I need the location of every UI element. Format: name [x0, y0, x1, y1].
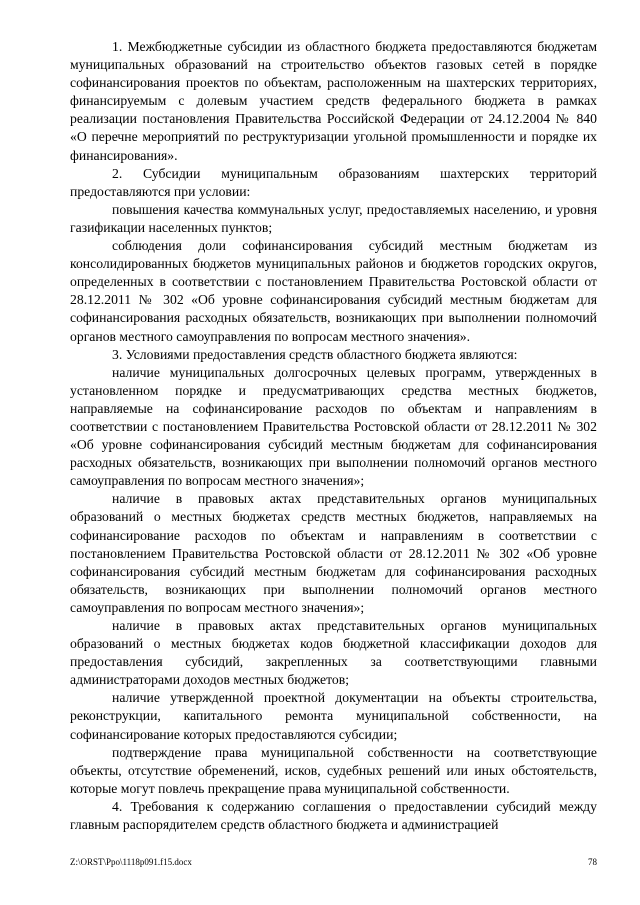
page-number: 78 — [588, 857, 597, 867]
paragraph-4: соблюдения доли софинансирования субсидий местным бюджетам из консолидированных бюджетов муниципальных районов и бюджетов городских округов, определенных в соответствии с постановлением Правительства Ростовской области от 28.12.2011 № 302 «Об уровне софинансирования субсидий местным бюджетам для софинансирования расходных обязательств, возникающих при выполнении полномочий органов местного самоуправления по вопросам местного значения». — [70, 238, 597, 344]
paragraph-2: 2. Субсидии муниципальным образованиям шахтерских территорий предоставляются при условии: — [70, 165, 597, 199]
paragraph-7: наличие в правовых актах представительных органов муниципальных образований о местных бюджетах средств местных бюджетов, направляемых на софинансирование расходов по объектам и направлениям в соответствии с постановлением Правительства Ростовской области от 28.12.2011 № 302 «Об уровне софинансирования субсидий местным бюджетам для софинансирования расходных обязательств, возникающих при выполнении полномочий органов местного самоуправления по вопросам местного значения»; — [70, 491, 597, 615]
paragraph-9: наличие утвержденной проектной документации на объекты строительства, реконструкции, капитального ремонта муниципальной собственности, на софинансирование которых предоставляются субсидии; — [70, 690, 597, 742]
paragraph-6: наличие муниципальных долгосрочных целевых программ, утвержденных в установленном порядке и предусматривающих средства местных бюджетов, направляемые на софинансирование расходов по объектам и направлениям в соответствии с постановлением Правительства Ростовской области от 28.12.2011 № 302 «Об уровне софинансирования субсидий местным бюджетам для софинансирования расходных обязательств, возникающих при выполнении полномочий органов местного самоуправления по вопросам местного значения»; — [70, 364, 597, 489]
paragraph-1: 1. Межбюджетные субсидии из областного бюджета предоставляются бюджетам муниципальных образований на строительство объектов газовых сетей в порядке софинансирования проектов по объектам, расположенным на шахтерских территориях, финансируемым с долевым участием средств федерального бюджета в рамках реализации постановления Правительства Российской Федерации от 24.12.2004 № 840 «О перечне мероприятий по реструктуризации угольной промышленности и порядке их финансирования». — [70, 39, 597, 163]
footer-file-path: Z:\ORST\Ppo\1118p091.f15.docx — [70, 857, 192, 867]
page-footer — [70, 856, 597, 868]
paragraph-11: 4. Требования к содержанию соглашения о предоставлении субсидий между главным распорядителем средств областного бюджета и администрацией — [70, 798, 597, 833]
paragraph-3: повышения качества коммунальных услуг, предоставляемых населению, и уровня газификации населенных пунктов; — [70, 201, 597, 235]
paragraph-8: наличие в правовых актах представительных органов муниципальных образований о местных бюджетах кодов бюджетной классификации доходов для предоставления субсидий, закрепленных за соответствующими главными администраторами доходов местных бюджетов; — [70, 618, 597, 688]
paragraph-10: подтверждение права муниципальной собственности на соответствующие объекты, отсутствие обременений, исков, судебных решений или иных обстоятельств, которые могут повлечь прекращение права муниципальной собственности. — [70, 744, 597, 796]
paragraph-5: 3. Условиями предоставления средств областного бюджета являются: — [112, 346, 518, 362]
document-body — [70, 38, 597, 834]
